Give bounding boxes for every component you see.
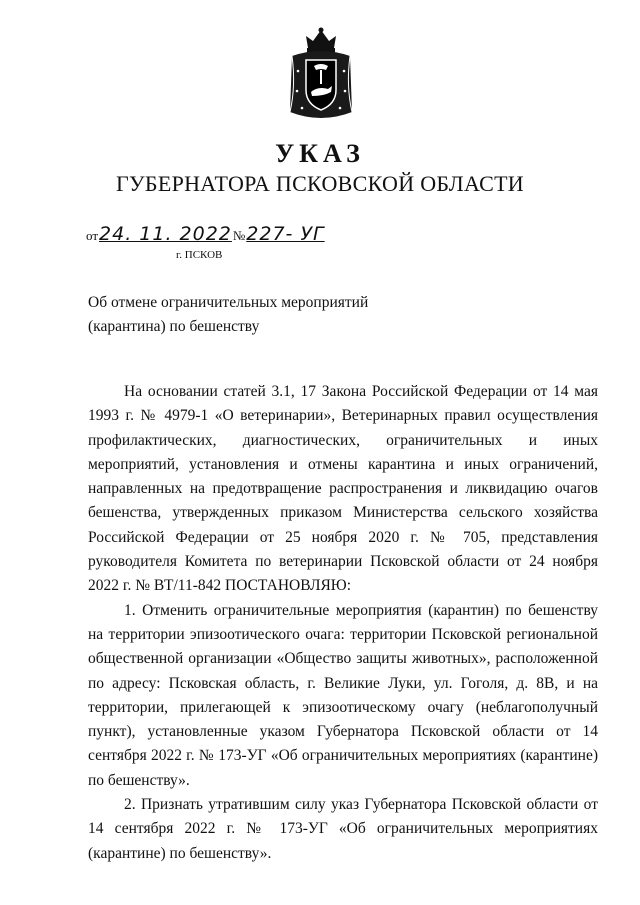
date-prefix: от (86, 228, 99, 243)
handwritten-number: 227- УГ (246, 223, 325, 245)
subject-line-1: Об отмене ограничительных мероприятий (88, 294, 369, 311)
document-body (88, 380, 598, 866)
date-number-line (86, 223, 326, 245)
document-title: УКАЗ (275, 139, 365, 168)
paragraph-item-2: 2. Признать утратившим силу указ Губернатора Псковской области от 14 сентября 2022 г. № 173-УГ «Об ограничительных мероприятиях (карантине) по бешенству». (88, 796, 598, 862)
subject-line-2: (карантина) по бешенству (88, 318, 260, 335)
handwritten-date: 24. 11. 2022 (99, 223, 232, 245)
city-label: г. ПСКОВ (176, 249, 223, 261)
paragraph-preamble: На основании статей 3.1, 17 Закона Российской Федерации от 14 мая 1993 г. № 4979-1 «О ветеринарии», Ветеринарных правил осуществления профилактических, диагностических, ограничительных и иных мероприятий, установления и отмены карантина и иных ограничений, направленных на предотвращение распространения и ликвидацию очагов бешенства, утвержденных приказом Министерства сельского хозяйства Российской Федерации от 25 ноября 2020 г. № 705, представления руководителя Комитета по ветеринарии Псковской области от 24 ноября 2022 г. № ВТ/11-842 ПОСТАНОВЛЯЮ: (88, 383, 598, 595)
number-prefix: № (232, 228, 246, 243)
paragraph-item-1: 1. Отменить ограничительные мероприятия (карантин) по бешенству на территории эпизоотического очага: территории Псковской региональной общественной организации «Общество защиты животных», расположенной по адресу: Псковская область, г. Великие Луки, ул. Гоголя, д. 8В, и на территории, прилегающей к эпизоотическому очагу (неблагополучный пункт), установленные указом Губернатора Псковской области от 14 сентября 2022 г. № 173-УГ «Об ограничительных мероприятиях (карантине) по бешенству». (88, 601, 598, 789)
subject-heading (88, 291, 388, 339)
document-subtitle: ГУБЕРНАТОРА ПСКОВСКОЙ ОБЛАСТИ (116, 171, 524, 196)
coat-of-arms-emblem (288, 26, 354, 124)
